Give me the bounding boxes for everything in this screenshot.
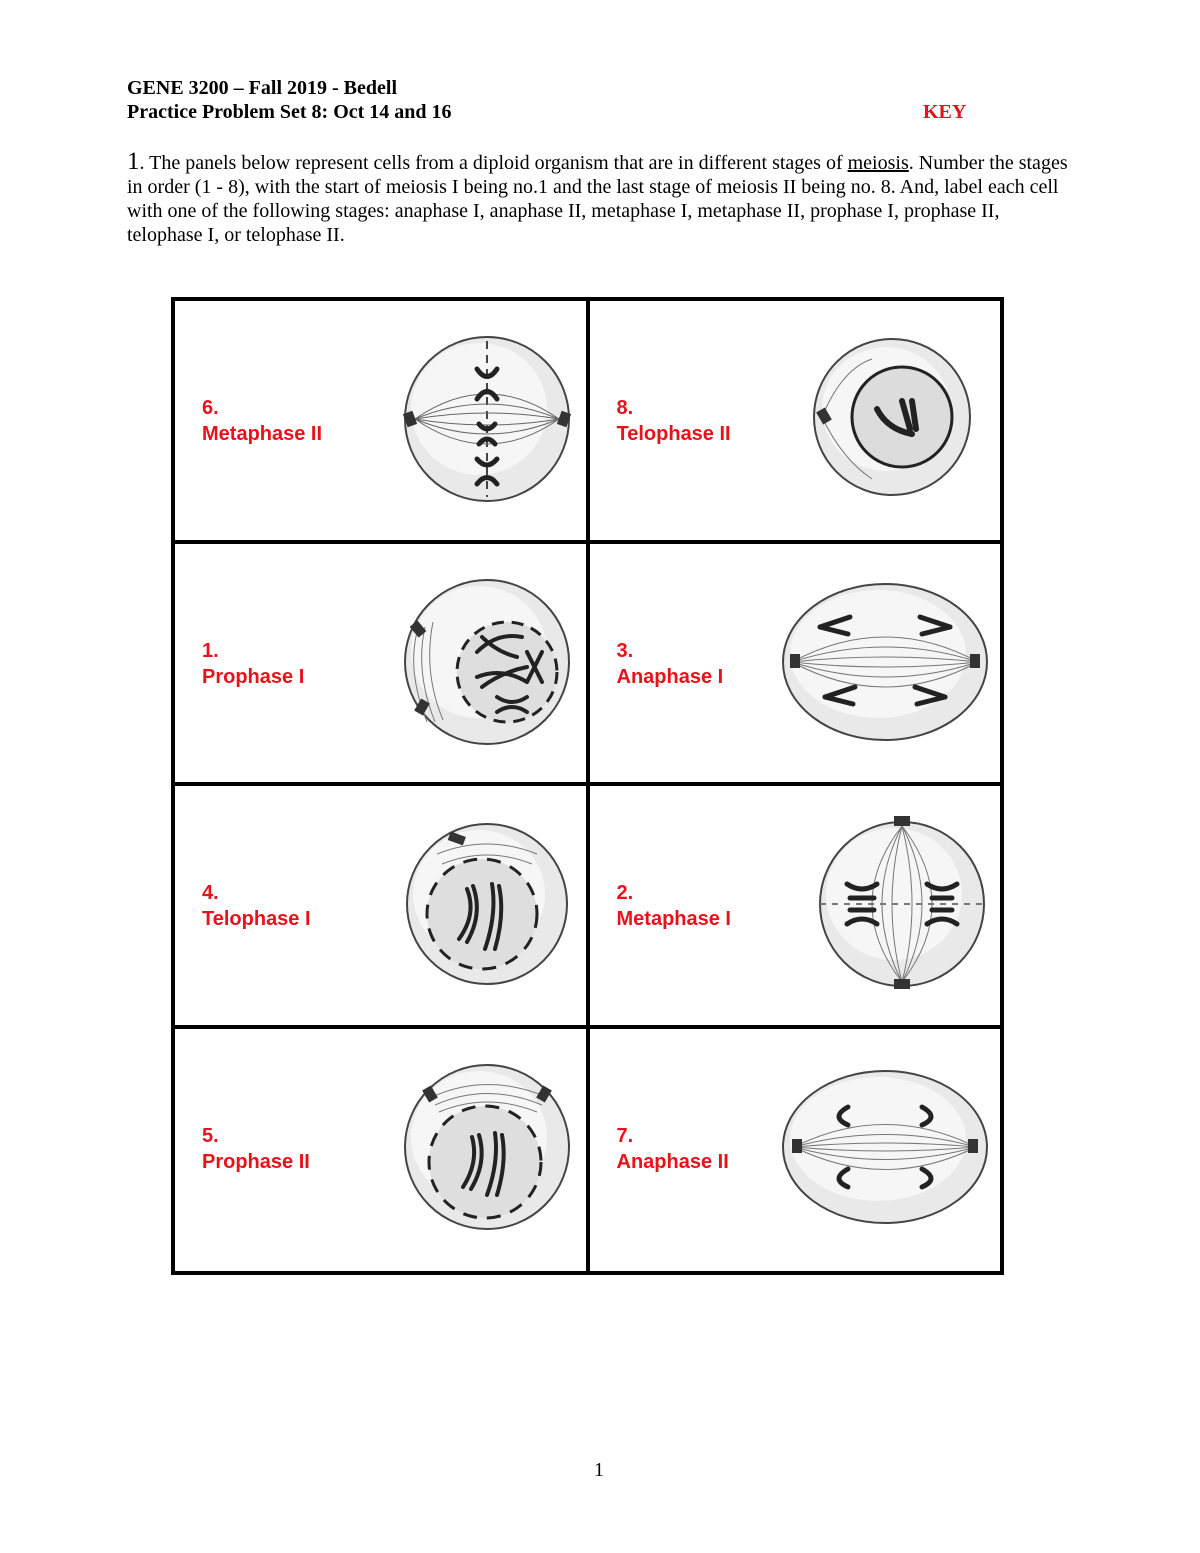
panel-number: 1. [202,639,219,662]
panel-telophase-ii [588,301,1001,544]
header-problem-set-line: Practice Problem Set 8: Oct 14 and 16 [127,101,452,123]
page-number: 1 [594,1459,604,1481]
panel-stage: Telophase I [202,908,311,930]
panel-label [202,880,311,932]
panel-stage: Metaphase II [202,423,323,445]
panel-number: 3. [616,639,634,662]
panel-prophase-ii [175,1029,588,1272]
meiosis-panel-grid [171,297,1004,1275]
key-label: KEY [923,101,967,123]
question-number: 1 [127,148,140,175]
panel-number: 7. [616,1124,634,1147]
panel-number: 8. [616,397,634,419]
panel-number: 4. [202,882,219,904]
panel-stage: Prophase I [202,665,305,688]
panel-stage: Anaphase II [616,1150,729,1173]
panel-anaphase-i [588,544,1001,787]
question-underlined-word: meiosis [847,152,909,174]
panel-stage: Metaphase I [616,908,731,930]
panel-telophase-i [175,786,588,1029]
cell-telophase-ii-drawing [802,329,1002,509]
panel-label [617,395,731,447]
panel-label [202,395,322,447]
panel-stage: Anaphase I [616,665,724,688]
panel-prophase-i [175,544,588,787]
cell-prophase-i-drawing [387,572,587,752]
cell-telophase-i-drawing [387,814,587,994]
cell-metaphase-i-drawing [802,814,1002,994]
panel-anaphase-ii [588,1029,1001,1272]
panel-metaphase-ii [175,301,588,544]
question-text-before: . The panels below represent cells from a diploid organism that are in different stages of [139,152,848,174]
panel-stage: Telophase II [616,423,731,445]
cell-anaphase-ii-drawing [780,1057,990,1237]
cell-metaphase-ii-drawing [387,329,587,509]
question-text-after: . Number the stages in order (1 - 8), with the start of meiosis I being no.1 and the last stage of meiosis II being no. 8. And, label each cell with one of the following stages: anaphase I, anaphase II, metaphase I, metaphase II, prophase I, prophase II, telophase I, or telophase II. [127,152,1068,246]
panel-number: 2. [616,882,634,904]
panel-label [202,1123,310,1175]
panel-label [617,638,724,690]
panel-number: 5. [202,1124,219,1147]
header-course-line: GENE 3200 – Fall 2019 - Bedell [127,77,397,99]
panel-stage: Prophase II [202,1150,310,1173]
cell-anaphase-i-drawing [780,572,990,752]
panel-label [617,1123,729,1175]
question-1 [127,150,1077,247]
cell-prophase-ii-drawing [387,1057,587,1237]
panel-label [202,638,304,690]
panel-label [617,880,731,932]
panel-metaphase-i [588,786,1001,1029]
panel-number: 6. [202,397,219,419]
